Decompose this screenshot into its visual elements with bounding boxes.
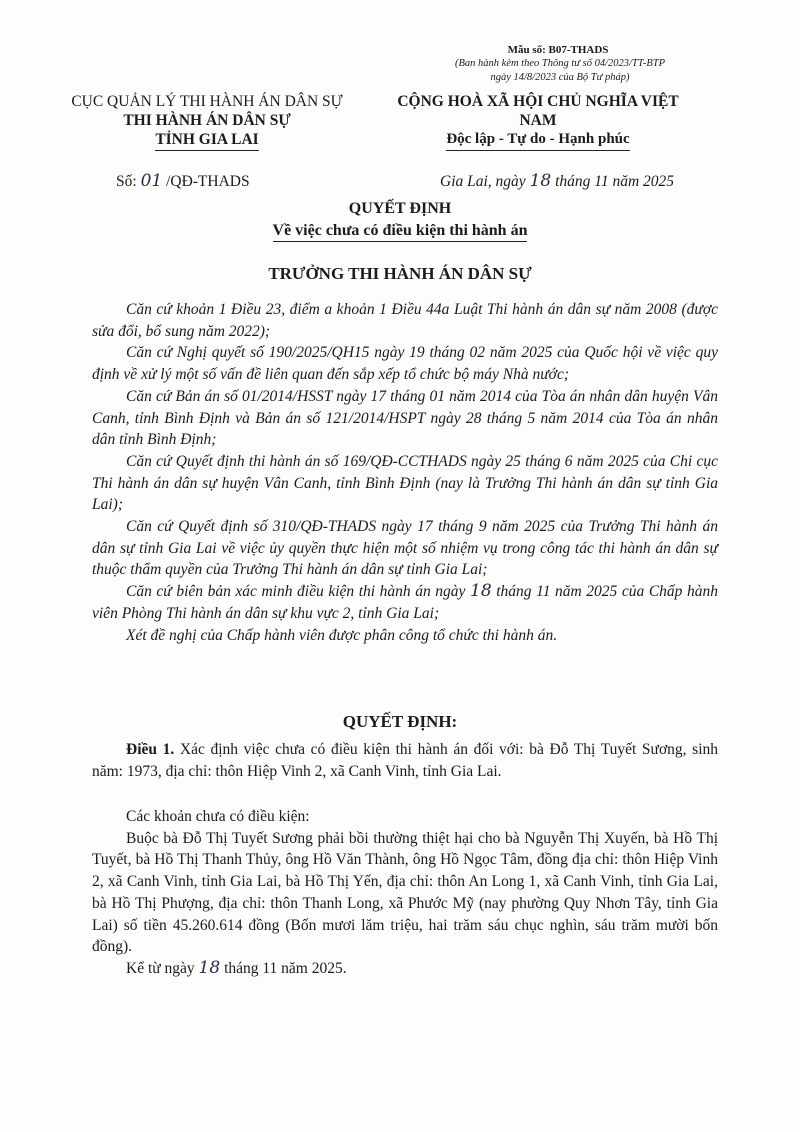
document-title: QUYẾT ĐỊNH xyxy=(348,200,452,217)
verification-suffix: tháng 11 năm 2025 của Chấp hành viên Phòng Thi hành án dân sự khu vực 2, tỉnh Gia Lai; xyxy=(92,583,718,622)
article-1-label: Điều 1. xyxy=(126,741,175,758)
document-number xyxy=(116,171,250,191)
effective-prefix: Kể từ ngày xyxy=(126,959,195,977)
document-date xyxy=(440,171,674,191)
date-suffix: tháng 11 năm 2025 xyxy=(555,173,675,190)
agency-line3: TỈNH GIA LAI xyxy=(155,130,258,151)
date-handwritten-day: 18 xyxy=(529,171,552,191)
effective-date xyxy=(92,958,718,980)
ground-item: Căn cứ Quyết định số 310/QĐ-THADS ngày 17 tháng 9 năm 2025 của Trưởng Thi hành án dân sự tỉnh Gia Lai về việc ủy quyền thực hiện một số nhiệm vụ trong công tác thi hành án dân sự thuộc thẩm quyền của Trưởng Thi hành án dân sự tỉnh Gia Lai; xyxy=(92,518,718,579)
ground-item: Căn cứ khoản 1 Điều 23, điểm a khoản 1 Điều 44a Luật Thi hành án dân sự năm 2008 (được sửa đổi, bổ sung năm 2022); xyxy=(92,301,718,340)
ground-item: Căn cứ Nghị quyết số 190/2025/QH15 ngày 19 tháng 02 năm 2025 của Quốc hội về việc quy định về xử lý một số vấn đề liên quan đến sắp xếp tổ chức bộ máy Nhà nước; xyxy=(92,344,718,384)
nation-motto: Độc lập - Tự do - Hạnh phúc xyxy=(446,130,629,151)
ground-item: Căn cứ Quyết định thi hành án số 169/QĐ-CCTHADS ngày 25 tháng 6 năm 2025 của Chi cục Thi hành án dân sự huyện Vân Canh, tỉnh Bình Định (nay là Trưởng Thi hành án dân sự tỉnh Gia Lai); xyxy=(92,452,718,514)
nation-name: CỘNG HOÀ XÃ HỘI CHỦ NGHĨA VIỆT NAM xyxy=(397,93,679,129)
decision-heading: QUYẾT ĐỊNH: xyxy=(342,712,458,731)
ground-item: Căn cứ Bản án số 01/2014/HSST ngày 17 tháng 01 năm 2014 của Tòa án nhân dân huyện Vân Canh, tỉnh Bình Định và Bản án số 121/2014/HSPT ngày 28 tháng 5 năm 2014 của Tòa án nhân dân tỉnh Bình Định; xyxy=(92,387,718,449)
doc-number-suffix: /QĐ-THADS xyxy=(166,173,250,190)
form-code: Mẫu số: B07-THADS xyxy=(507,44,609,56)
form-note-line2: ngày 14/8/2023 của Bộ Tư pháp) xyxy=(490,72,630,83)
items-text: Buộc bà Đỗ Thị Tuyết Sương phải bồi thường thiệt hại cho bà Nguyễn Thị Xuyến, bà Hồ Thị Tuyết, bà Hồ Thị Thanh Thủy, ông Hồ Văn Thành, ông Hồ Ngọc Tâm, đồng địa chỉ: thôn Hiệp Vinh 2, xã Canh Vinh, tỉnh Gia Lai, bà Hồ Thị Yến, địa chỉ: thôn An Long 1, xã Canh Vinh, tỉnh Gia Lai, bà Hồ Thị Phượng, địa chỉ: thôn Thanh Long, xã Phước Mỹ (nay phường Quy Nhơn Tây, tỉnh Gia Lai) số tiền 45.260.614 đồng (Bốn mươi lăm triệu, hai trăm sáu chục nghìn, sáu trăm mười bốn đồng). xyxy=(92,829,718,956)
effective-handwritten-day: 18 xyxy=(198,957,221,978)
verification-ground xyxy=(92,581,718,624)
doc-number-handwritten: 01 xyxy=(140,171,163,191)
effective-suffix: tháng 11 năm 2025. xyxy=(224,959,347,977)
date-prefix: Gia Lai, ngày xyxy=(440,173,526,190)
items-label: Các khoản chưa có điều kiện: xyxy=(126,808,310,825)
article-1 xyxy=(92,739,718,782)
legal-grounds xyxy=(92,299,718,646)
article-1-text: Xác định việc chưa có điều kiện thi hành án đối với: bà Đỗ Thị Tuyết Sương, sinh năm: 1973, địa chỉ: thôn Hiệp Vinh 2, xã Canh Vinh, tỉnh Gia Lai. xyxy=(92,741,719,780)
issuing-authority: TRƯỞNG THI HÀNH ÁN DÂN SỰ xyxy=(268,264,532,283)
verification-handwritten-day: 18 xyxy=(470,581,492,602)
outstanding-items xyxy=(92,806,718,980)
form-note-line1: (Ban hành kèm theo Thông tư số 04/2023/TT-BTP xyxy=(455,58,665,69)
proposal: Xét đề nghị của Chấp hành viên được phân công tổ chức thi hành án. xyxy=(126,626,558,644)
issuing-agency xyxy=(62,92,352,151)
agency-line2: THI HÀNH ÁN DÂN SỰ xyxy=(123,112,291,129)
doc-number-prefix: Số: xyxy=(116,173,137,190)
national-header xyxy=(378,92,698,151)
form-note xyxy=(400,57,720,85)
agency-line1: CỤC QUẢN LÝ THI HÀNH ÁN DÂN SỰ xyxy=(71,93,343,110)
verification-prefix: Căn cứ biên bản xác minh điều kiện thi hành án ngày xyxy=(126,583,466,601)
document-subject: Về việc chưa có điều kiện thi hành án xyxy=(273,222,528,242)
